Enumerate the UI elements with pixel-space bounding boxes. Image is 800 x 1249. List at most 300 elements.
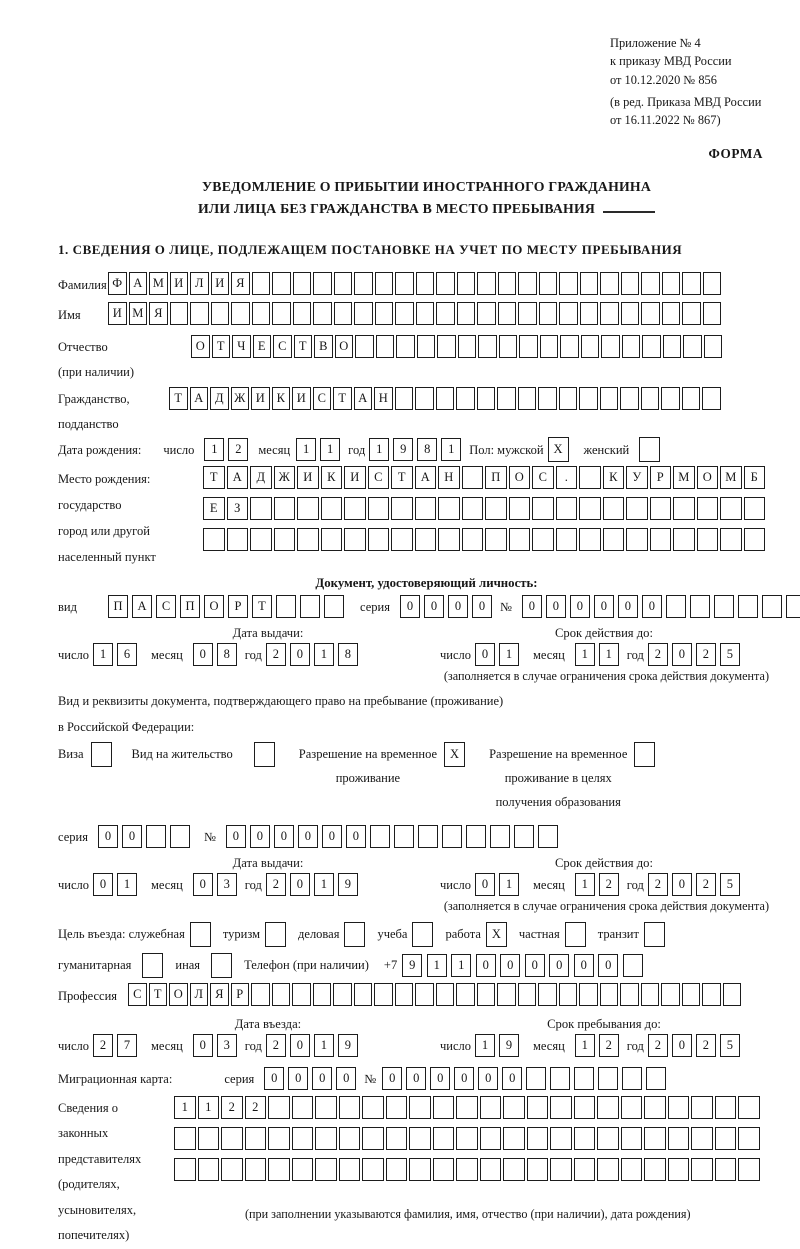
char-box[interactable]: 0 — [672, 1034, 692, 1057]
char-box[interactable]: 1 — [320, 438, 340, 461]
char-box[interactable] — [738, 595, 758, 618]
char-box[interactable] — [509, 497, 531, 520]
char-box[interactable] — [386, 1096, 408, 1119]
char-box[interactable] — [313, 302, 332, 325]
char-box[interactable] — [723, 983, 742, 1006]
char-box[interactable] — [456, 1158, 478, 1181]
char-box[interactable]: 8 — [338, 643, 358, 666]
char-box[interactable]: Л — [190, 983, 209, 1006]
char-box[interactable] — [252, 272, 271, 295]
char-box[interactable] — [480, 1127, 502, 1150]
char-box[interactable] — [315, 1158, 337, 1181]
char-box[interactable]: П — [180, 595, 200, 618]
char-box[interactable] — [415, 387, 434, 410]
char-box[interactable]: 0 — [98, 825, 118, 848]
char-box[interactable]: 0 — [322, 825, 342, 848]
char-box[interactable]: С — [273, 335, 292, 358]
doc-series-cells[interactable] — [400, 595, 496, 618]
char-box[interactable]: В — [314, 335, 333, 358]
char-box[interactable]: К — [603, 466, 625, 489]
char-box[interactable] — [600, 272, 619, 295]
char-box[interactable]: 2 — [648, 1034, 668, 1057]
char-box[interactable]: 2 — [221, 1096, 243, 1119]
char-box[interactable]: 0 — [475, 643, 495, 666]
representatives-row2-cells[interactable] — [174, 1127, 762, 1150]
char-box[interactable]: А — [227, 466, 249, 489]
char-box[interactable] — [274, 528, 296, 551]
char-box[interactable] — [339, 1158, 361, 1181]
char-box[interactable] — [292, 1158, 314, 1181]
char-box[interactable] — [272, 272, 291, 295]
char-box[interactable] — [227, 528, 249, 551]
birth-year-cells[interactable] — [369, 438, 465, 461]
char-box[interactable] — [436, 272, 455, 295]
char-box[interactable] — [462, 466, 484, 489]
char-box[interactable]: С — [368, 466, 390, 489]
entry-month-cells[interactable] — [193, 1034, 241, 1057]
issue-month-cells[interactable] — [193, 643, 241, 666]
char-box[interactable]: Р — [650, 466, 672, 489]
char-box[interactable]: З — [227, 497, 249, 520]
char-box[interactable] — [786, 595, 800, 618]
char-box[interactable]: Т — [391, 466, 413, 489]
char-box[interactable] — [682, 302, 701, 325]
char-box[interactable] — [539, 272, 558, 295]
char-box[interactable]: 2 — [696, 873, 716, 896]
char-box[interactable] — [174, 1158, 196, 1181]
purpose-study-checkbox[interactable] — [412, 922, 433, 947]
char-box[interactable] — [682, 272, 701, 295]
birth-month-cells[interactable] — [296, 438, 344, 461]
char-box[interactable]: Т — [149, 983, 168, 1006]
char-box[interactable]: 0 — [298, 825, 318, 848]
char-box[interactable] — [550, 1127, 572, 1150]
char-box[interactable] — [436, 302, 455, 325]
char-box[interactable]: 0 — [193, 643, 213, 666]
char-box[interactable]: 1 — [296, 438, 316, 461]
char-box[interactable]: 0 — [382, 1067, 402, 1090]
char-box[interactable] — [738, 1127, 760, 1150]
char-box[interactable] — [221, 1127, 243, 1150]
char-box[interactable] — [702, 387, 721, 410]
char-box[interactable] — [603, 497, 625, 520]
char-box[interactable] — [666, 595, 686, 618]
char-box[interactable]: 1 — [314, 873, 334, 896]
char-box[interactable] — [485, 528, 507, 551]
char-box[interactable] — [462, 497, 484, 520]
char-box[interactable]: Ж — [274, 466, 296, 489]
char-box[interactable] — [395, 387, 414, 410]
char-box[interactable] — [313, 272, 332, 295]
representatives-row1-cells[interactable] — [174, 1096, 762, 1119]
char-box[interactable]: Д — [250, 466, 272, 489]
char-box[interactable] — [644, 1127, 666, 1150]
birth-place-row1-cells[interactable] — [203, 466, 767, 489]
char-box[interactable]: 0 — [250, 825, 270, 848]
char-box[interactable] — [354, 983, 373, 1006]
char-box[interactable]: 1 — [369, 438, 389, 461]
entry-day-cells[interactable] — [93, 1034, 141, 1057]
char-box[interactable] — [415, 528, 437, 551]
char-box[interactable]: 1 — [314, 643, 334, 666]
char-box[interactable]: 0 — [642, 595, 662, 618]
char-box[interactable]: А — [129, 272, 148, 295]
char-box[interactable] — [221, 1158, 243, 1181]
char-box[interactable] — [394, 825, 414, 848]
purpose-tourism-checkbox[interactable] — [265, 922, 286, 947]
char-box[interactable] — [250, 528, 272, 551]
char-box[interactable] — [641, 302, 660, 325]
char-box[interactable] — [518, 983, 537, 1006]
char-box[interactable] — [198, 1127, 220, 1150]
char-box[interactable] — [661, 983, 680, 1006]
char-box[interactable] — [324, 595, 344, 618]
char-box[interactable]: А — [132, 595, 152, 618]
phone-cells[interactable] — [402, 954, 647, 977]
char-box[interactable]: 0 — [472, 595, 492, 618]
purpose-other-checkbox[interactable] — [211, 953, 232, 978]
char-box[interactable] — [574, 1158, 596, 1181]
char-box[interactable] — [396, 335, 415, 358]
char-box[interactable] — [601, 335, 620, 358]
char-box[interactable] — [362, 1158, 384, 1181]
char-box[interactable] — [391, 497, 413, 520]
char-box[interactable]: М — [129, 302, 148, 325]
char-box[interactable] — [539, 302, 558, 325]
char-box[interactable] — [644, 1158, 666, 1181]
char-box[interactable] — [744, 497, 766, 520]
valid-year-cells[interactable] — [648, 643, 744, 666]
char-box[interactable]: О — [204, 595, 224, 618]
char-box[interactable]: С — [128, 983, 147, 1006]
char-box[interactable]: 1 — [314, 1034, 334, 1057]
char-box[interactable]: О — [169, 983, 188, 1006]
char-box[interactable]: И — [170, 272, 189, 295]
char-box[interactable]: 0 — [549, 954, 569, 977]
char-box[interactable] — [662, 302, 681, 325]
char-box[interactable]: 0 — [430, 1067, 450, 1090]
char-box[interactable] — [538, 387, 557, 410]
stay-issue-year-cells[interactable] — [266, 873, 362, 896]
char-box[interactable] — [272, 983, 291, 1006]
char-box[interactable]: А — [190, 387, 209, 410]
char-box[interactable] — [560, 335, 579, 358]
char-box[interactable] — [456, 1096, 478, 1119]
char-box[interactable] — [480, 1096, 502, 1119]
char-box[interactable]: 1 — [93, 643, 113, 666]
stay-until-year-cells[interactable] — [648, 1034, 744, 1057]
char-box[interactable] — [362, 1127, 384, 1150]
char-box[interactable] — [580, 302, 599, 325]
char-box[interactable]: 0 — [346, 825, 366, 848]
char-box[interactable]: 1 — [198, 1096, 220, 1119]
char-box[interactable] — [697, 497, 719, 520]
char-box[interactable] — [668, 1096, 690, 1119]
char-box[interactable]: 0 — [476, 954, 496, 977]
char-box[interactable] — [550, 1096, 572, 1119]
char-box[interactable] — [519, 335, 538, 358]
char-box[interactable] — [580, 272, 599, 295]
valid-day-cells[interactable] — [475, 643, 523, 666]
char-box[interactable] — [315, 1127, 337, 1150]
char-box[interactable] — [433, 1127, 455, 1150]
char-box[interactable]: 1 — [599, 643, 619, 666]
char-box[interactable] — [457, 302, 476, 325]
char-box[interactable] — [622, 1067, 642, 1090]
char-box[interactable] — [642, 335, 661, 358]
char-box[interactable] — [559, 983, 578, 1006]
char-box[interactable]: 5 — [720, 1034, 740, 1057]
char-box[interactable] — [293, 272, 312, 295]
char-box[interactable]: 9 — [393, 438, 413, 461]
char-box[interactable] — [738, 1096, 760, 1119]
stay-valid-month-cells[interactable] — [575, 873, 623, 896]
char-box[interactable] — [715, 1096, 737, 1119]
migration-number-cells[interactable] — [382, 1067, 670, 1090]
char-box[interactable] — [641, 983, 660, 1006]
char-box[interactable]: 1 — [475, 1034, 495, 1057]
char-box[interactable] — [417, 335, 436, 358]
char-box[interactable]: 0 — [525, 954, 545, 977]
char-box[interactable] — [245, 1158, 267, 1181]
representatives-row3-cells[interactable] — [174, 1158, 762, 1181]
char-box[interactable] — [211, 302, 230, 325]
char-box[interactable]: 0 — [502, 1067, 522, 1090]
char-box[interactable]: Т — [212, 335, 231, 358]
char-box[interactable] — [490, 825, 510, 848]
char-box[interactable] — [641, 387, 660, 410]
stay-issue-month-cells[interactable] — [193, 873, 241, 896]
char-box[interactable]: 0 — [312, 1067, 332, 1090]
char-box[interactable]: Ч — [232, 335, 251, 358]
char-box[interactable] — [621, 272, 640, 295]
char-box[interactable] — [514, 825, 534, 848]
char-box[interactable]: 0 — [264, 1067, 284, 1090]
char-box[interactable]: 3 — [217, 873, 237, 896]
char-box[interactable]: 2 — [245, 1096, 267, 1119]
birth-day-cells[interactable] — [204, 438, 252, 461]
char-box[interactable] — [354, 302, 373, 325]
birth-place-row2-cells[interactable] — [203, 497, 767, 520]
char-box[interactable]: М — [720, 466, 742, 489]
char-box[interactable] — [668, 1127, 690, 1150]
char-box[interactable] — [579, 983, 598, 1006]
char-box[interactable]: Р — [231, 983, 250, 1006]
char-box[interactable]: Т — [252, 595, 272, 618]
given-name-cells[interactable] — [108, 302, 723, 325]
char-box[interactable] — [626, 528, 648, 551]
char-box[interactable] — [503, 1158, 525, 1181]
char-box[interactable]: И — [344, 466, 366, 489]
char-box[interactable]: 8 — [417, 438, 437, 461]
char-box[interactable]: 0 — [424, 595, 444, 618]
char-box[interactable] — [527, 1127, 549, 1150]
char-box[interactable] — [682, 983, 701, 1006]
char-box[interactable]: И — [297, 466, 319, 489]
char-box[interactable] — [321, 528, 343, 551]
char-box[interactable]: 0 — [122, 825, 142, 848]
char-box[interactable] — [603, 528, 625, 551]
char-box[interactable] — [556, 528, 578, 551]
char-box[interactable] — [458, 335, 477, 358]
char-box[interactable] — [661, 387, 680, 410]
stay-series-cells[interactable] — [98, 825, 194, 848]
char-box[interactable] — [416, 272, 435, 295]
char-box[interactable] — [527, 1096, 549, 1119]
char-box[interactable]: А — [354, 387, 373, 410]
char-box[interactable]: 1 — [575, 873, 595, 896]
char-box[interactable]: Я — [231, 272, 250, 295]
char-box[interactable] — [395, 272, 414, 295]
char-box[interactable] — [376, 335, 395, 358]
char-box[interactable]: 1 — [174, 1096, 196, 1119]
char-box[interactable]: 0 — [406, 1067, 426, 1090]
purpose-business-checkbox[interactable] — [344, 922, 365, 947]
char-box[interactable] — [477, 387, 496, 410]
char-box[interactable]: 0 — [400, 595, 420, 618]
char-box[interactable]: 0 — [290, 1034, 310, 1057]
char-box[interactable]: У — [626, 466, 648, 489]
char-box[interactable] — [579, 466, 601, 489]
char-box[interactable]: 1 — [451, 954, 471, 977]
surname-cells[interactable] — [108, 272, 723, 295]
char-box[interactable] — [438, 528, 460, 551]
temp-residence-edu-checkbox[interactable] — [634, 742, 655, 767]
char-box[interactable]: Е — [253, 335, 272, 358]
char-box[interactable] — [600, 387, 619, 410]
char-box[interactable]: 8 — [217, 643, 237, 666]
char-box[interactable] — [691, 1127, 713, 1150]
char-box[interactable] — [497, 983, 516, 1006]
char-box[interactable] — [457, 272, 476, 295]
char-box[interactable] — [292, 1127, 314, 1150]
char-box[interactable]: 0 — [594, 595, 614, 618]
char-box[interactable]: 1 — [427, 954, 447, 977]
char-box[interactable]: Ф — [108, 272, 127, 295]
char-box[interactable] — [498, 272, 517, 295]
char-box[interactable] — [559, 302, 578, 325]
citizenship-cells[interactable] — [169, 387, 723, 410]
char-box[interactable]: Ж — [231, 387, 250, 410]
char-box[interactable] — [415, 497, 437, 520]
char-box[interactable]: 0 — [454, 1067, 474, 1090]
char-box[interactable] — [362, 1096, 384, 1119]
char-box[interactable] — [714, 595, 734, 618]
char-box[interactable]: Т — [294, 335, 313, 358]
char-box[interactable]: 6 — [117, 643, 137, 666]
char-box[interactable] — [276, 595, 296, 618]
char-box[interactable] — [268, 1158, 290, 1181]
char-box[interactable] — [600, 983, 619, 1006]
char-box[interactable] — [313, 983, 332, 1006]
char-box[interactable] — [272, 302, 291, 325]
char-box[interactable] — [720, 497, 742, 520]
char-box[interactable] — [550, 1067, 570, 1090]
char-box[interactable] — [622, 335, 641, 358]
char-box[interactable]: 0 — [478, 1067, 498, 1090]
char-box[interactable] — [456, 1127, 478, 1150]
migration-series-cells[interactable] — [264, 1067, 360, 1090]
char-box[interactable] — [697, 528, 719, 551]
char-box[interactable]: 2 — [93, 1034, 113, 1057]
char-box[interactable] — [374, 983, 393, 1006]
char-box[interactable] — [538, 825, 558, 848]
char-box[interactable] — [333, 983, 352, 1006]
stay-issue-day-cells[interactable] — [93, 873, 141, 896]
entry-year-cells[interactable] — [266, 1034, 362, 1057]
char-box[interactable] — [436, 983, 455, 1006]
char-box[interactable]: 1 — [575, 1034, 595, 1057]
char-box[interactable] — [409, 1158, 431, 1181]
char-box[interactable] — [704, 335, 723, 358]
char-box[interactable]: Н — [374, 387, 393, 410]
char-box[interactable] — [315, 1096, 337, 1119]
char-box[interactable]: Т — [169, 387, 188, 410]
char-box[interactable] — [702, 983, 721, 1006]
char-box[interactable] — [532, 528, 554, 551]
char-box[interactable] — [462, 528, 484, 551]
char-box[interactable]: 5 — [720, 873, 740, 896]
char-box[interactable] — [509, 528, 531, 551]
char-box[interactable] — [623, 954, 643, 977]
char-box[interactable]: 2 — [599, 1034, 619, 1057]
char-box[interactable]: 9 — [338, 1034, 358, 1057]
char-box[interactable] — [597, 1096, 619, 1119]
char-box[interactable] — [621, 1158, 643, 1181]
char-box[interactable] — [691, 1158, 713, 1181]
birth-place-row3-cells[interactable] — [203, 528, 767, 551]
char-box[interactable] — [579, 497, 601, 520]
char-box[interactable] — [203, 528, 225, 551]
char-box[interactable] — [442, 825, 462, 848]
char-box[interactable] — [662, 272, 681, 295]
char-box[interactable] — [478, 335, 497, 358]
char-box[interactable]: 0 — [288, 1067, 308, 1090]
sex-female-checkbox[interactable] — [639, 437, 660, 462]
char-box[interactable] — [339, 1096, 361, 1119]
char-box[interactable]: 2 — [266, 643, 286, 666]
sex-male-checkbox[interactable]: X — [548, 437, 569, 462]
char-box[interactable]: С — [313, 387, 332, 410]
char-box[interactable] — [456, 983, 475, 1006]
char-box[interactable] — [498, 302, 517, 325]
char-box[interactable] — [559, 272, 578, 295]
char-box[interactable]: Н — [438, 466, 460, 489]
char-box[interactable] — [477, 302, 496, 325]
char-box[interactable] — [386, 1158, 408, 1181]
char-box[interactable]: О — [697, 466, 719, 489]
char-box[interactable] — [581, 335, 600, 358]
char-box[interactable] — [518, 272, 537, 295]
char-box[interactable]: 1 — [441, 438, 461, 461]
char-box[interactable] — [170, 825, 190, 848]
char-box[interactable]: 0 — [193, 1034, 213, 1057]
char-box[interactable]: 0 — [274, 825, 294, 848]
purpose-official-checkbox[interactable] — [190, 922, 211, 947]
char-box[interactable]: 0 — [475, 873, 495, 896]
char-box[interactable]: 0 — [618, 595, 638, 618]
char-box[interactable]: 7 — [117, 1034, 137, 1057]
char-box[interactable] — [526, 1067, 546, 1090]
char-box[interactable]: Я — [210, 983, 229, 1006]
char-box[interactable] — [146, 825, 166, 848]
char-box[interactable] — [691, 1096, 713, 1119]
char-box[interactable] — [198, 1158, 220, 1181]
char-box[interactable]: 0 — [448, 595, 468, 618]
char-box[interactable] — [368, 497, 390, 520]
char-box[interactable] — [621, 1127, 643, 1150]
char-box[interactable] — [344, 497, 366, 520]
